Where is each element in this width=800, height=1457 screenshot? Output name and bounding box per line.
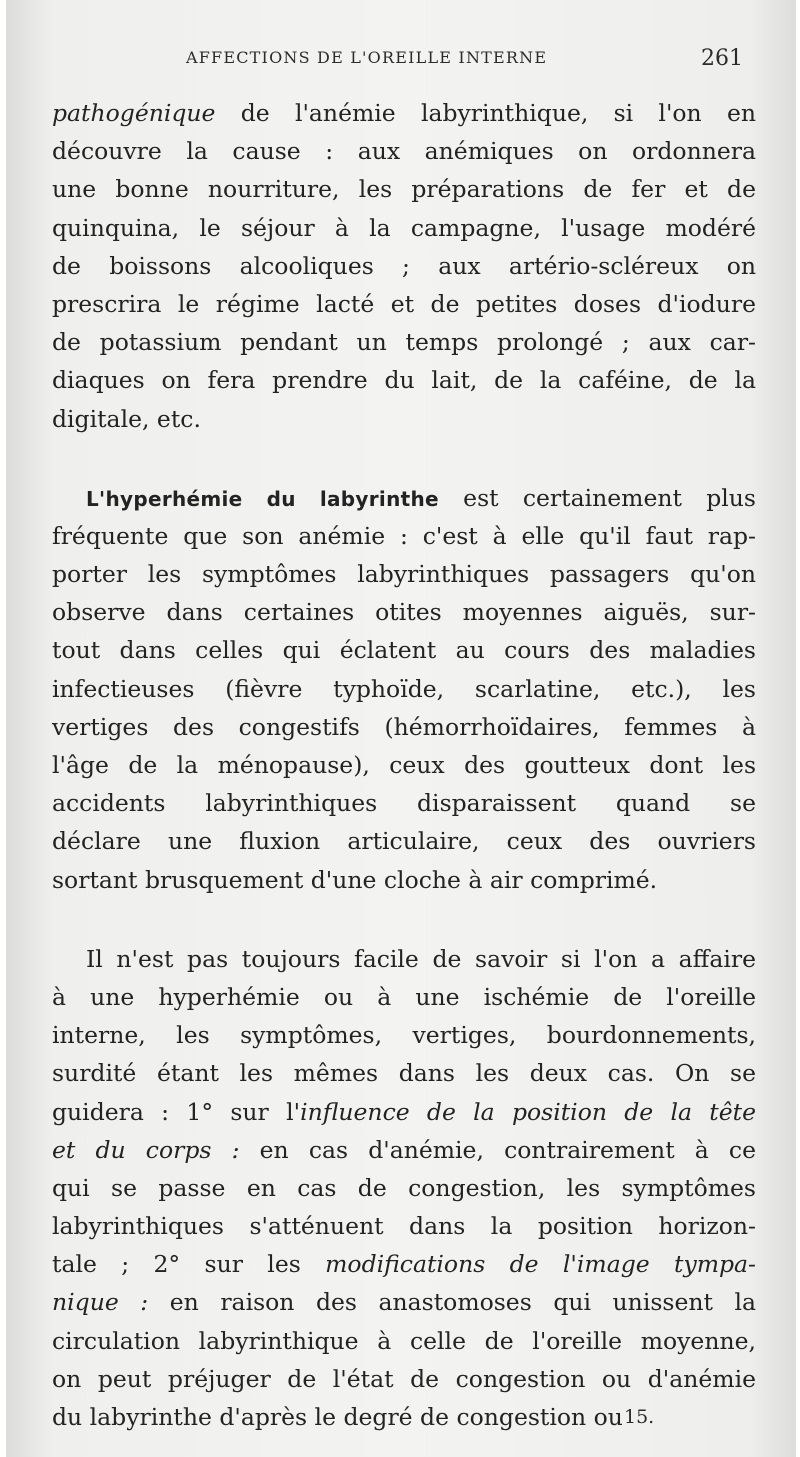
text-segment: en raison des anastomoses qui unissent la xyxy=(148,1288,757,1317)
text-segment: digitale, etc. xyxy=(52,404,201,433)
text-line xyxy=(52,940,756,978)
italic-text: pathogénique xyxy=(52,99,216,127)
text-segment: vertiges des congestifs (hémorrhoïdaires, femmes à xyxy=(52,712,756,741)
text-line xyxy=(52,1245,756,1283)
book-page xyxy=(6,0,796,1457)
paragraph xyxy=(52,94,756,438)
text-segment: interne, les symptômes, vertiges, bourdonnements, xyxy=(52,1021,756,1050)
text-line xyxy=(52,1207,756,1245)
text-segment: fréquente que son anémie : c'est à elle qu'il faut rap- xyxy=(52,521,756,550)
text-line xyxy=(52,978,756,1016)
text-line xyxy=(52,209,756,247)
text-line xyxy=(52,1016,756,1054)
text-line xyxy=(52,822,756,860)
text-line xyxy=(52,479,756,517)
text-segment: Il n'est pas toujours facile de savoir si l'on a affaire xyxy=(86,944,756,973)
text-line xyxy=(52,555,756,593)
body-text xyxy=(52,94,756,1436)
text-line xyxy=(52,1169,756,1207)
text-segment: circulation labyrinthique à celle de l'oreille moyenne, xyxy=(52,1326,756,1355)
text-segment: prescrira le régime lacté et de petites doses d'iodure xyxy=(52,289,756,318)
text-segment: déclare une fluxion articulaire, ceux des ouvriers xyxy=(52,827,756,856)
text-line xyxy=(52,593,756,631)
text-line xyxy=(52,170,756,208)
text-segment: on peut préjuger de l'état de congestion ou d'anémie xyxy=(52,1364,756,1393)
text-segment: accidents labyrinthiques disparaissent quand se xyxy=(52,789,756,818)
italic-text: modifications de l'image tympa- xyxy=(325,1250,756,1279)
italic-text: influence de la position de la tête xyxy=(300,1097,757,1126)
text-segment: infectieuses (fièvre typhoïde, scarlatine, etc.), les xyxy=(52,674,756,703)
italic-text: nique : xyxy=(52,1288,149,1317)
running-head xyxy=(6,46,796,76)
text-line xyxy=(52,1131,756,1169)
text-line xyxy=(52,1360,756,1398)
paragraph xyxy=(52,940,756,1436)
text-line xyxy=(52,132,756,170)
text-line xyxy=(52,400,756,438)
signature-mark: 15. xyxy=(624,1406,655,1428)
text-line xyxy=(52,94,756,132)
text-segment: observe dans certaines otites moyennes aiguës, sur- xyxy=(52,598,756,627)
text-segment: porter les symptômes labyrinthiques passagers qu'on xyxy=(52,560,756,589)
paragraph-gap xyxy=(52,438,756,479)
text-segment: labyrinthiques s'atténuent dans la position horizon- xyxy=(52,1212,756,1241)
text-line xyxy=(52,861,756,899)
text-segment: surdité étant les mêmes dans les deux cas. On se xyxy=(52,1059,756,1088)
text-line xyxy=(52,361,756,399)
text-line xyxy=(52,285,756,323)
section-term: L'hyperhémie du labyrinthe xyxy=(86,486,439,511)
text-line xyxy=(52,631,756,669)
text-segment: l'âge de la ménopause), ceux des goutteux dont les xyxy=(52,751,756,779)
text-line xyxy=(52,1322,756,1360)
running-title: AFFECTIONS DE L'OREILLE INTERNE xyxy=(186,48,548,67)
text-line xyxy=(52,784,756,822)
text-line xyxy=(52,517,756,555)
text-segment: quinquina, le séjour à la campagne, l'usage modéré xyxy=(52,213,756,242)
text-segment: de l'anémie labyrinthique, si l'on en xyxy=(215,99,756,127)
text-line xyxy=(52,1054,756,1092)
text-segment: sortant brusquement d'une cloche à air comprimé. xyxy=(52,865,658,894)
text-segment: qui se passe en cas de congestion, les symptômes xyxy=(52,1173,756,1202)
text-segment: tale ; 2° sur les xyxy=(52,1250,326,1279)
text-line xyxy=(52,323,756,361)
text-segment: en cas d'anémie, contrairement à ce xyxy=(239,1135,756,1164)
paragraph xyxy=(52,479,756,899)
paragraph-gap xyxy=(52,899,756,940)
text-line xyxy=(52,247,756,285)
text-line xyxy=(52,746,756,784)
text-line xyxy=(52,1093,756,1131)
text-segment: de boissons alcooliques ; aux artério-scléreux on xyxy=(52,251,756,280)
text-segment: diaques on fera prendre du lait, de la caféine, de la xyxy=(52,366,756,395)
text-segment: tout dans celles qui éclatent au cours des maladies xyxy=(52,636,756,665)
text-segment: est certainement plus xyxy=(438,483,756,512)
italic-text: et du corps : xyxy=(52,1135,240,1164)
text-segment: découvre la cause : aux anémiques on ordonnera xyxy=(52,137,756,166)
page-number: 261 xyxy=(701,46,743,71)
text-segment: du labyrinthe d'après le degré de congestion ou xyxy=(52,1403,623,1431)
text-line xyxy=(52,708,756,746)
text-line xyxy=(52,670,756,708)
text-segment: de potassium pendant un temps prolongé ; aux car- xyxy=(52,328,756,357)
text-line xyxy=(52,1283,756,1321)
text-segment: guidera : 1° sur l' xyxy=(52,1097,301,1126)
text-segment: une bonne nourriture, les préparations de fer et de xyxy=(52,175,756,204)
text-segment: à une hyperhémie ou à une ischémie de l'oreille xyxy=(52,982,756,1011)
